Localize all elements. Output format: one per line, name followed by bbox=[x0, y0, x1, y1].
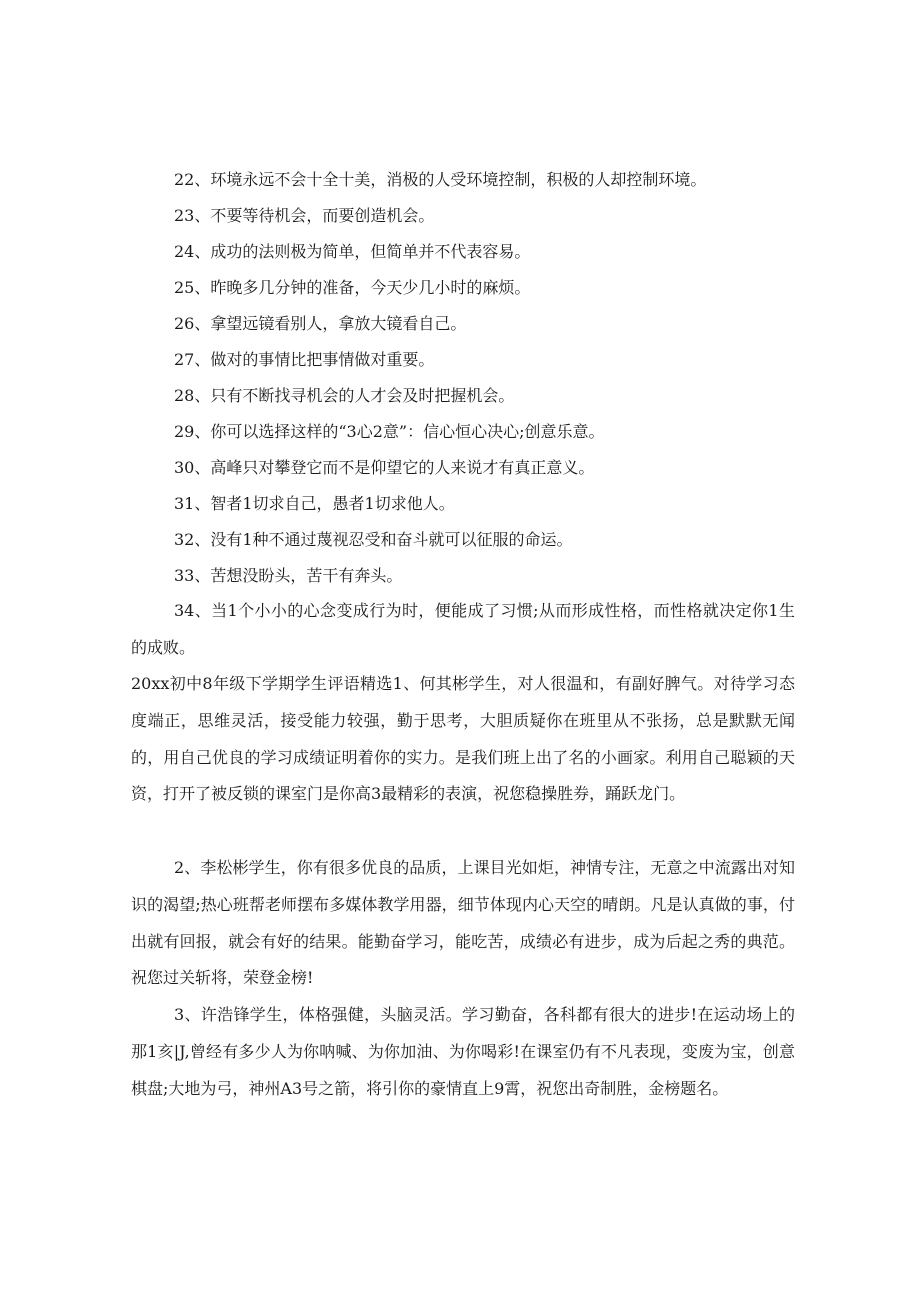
paragraph-evaluation-1: 20xx初中8年级下学期学生评语精选1、何其彬学生，对人很温和，有副好脾气。对待学习态度端正，思维灵活，接受能力较强，勤于思考，大胆质疑你在班里从不张扬，总是默默无闻的，用自己优良的学习成绩证明着你的实力。是我们班上出了名的小画家。利用自己聪颖的天资，打开了被反锁的课室门是你高3最精彩的表演，祝您稳操胜券，踊跃龙门。 bbox=[131, 674, 795, 804]
paragraph-evaluation-2: 2、李松彬学生，你有很多优良的品质，上课目光如炬，神情专注，无意之中流露出对知识的渴望;热心班帮老师摆布多媒体教学用器，细节体现内心天空的晴朗。凡是认真做的事，付出就有回报，就会有好的结果。能勤奋学习，能吃苦，成绩必有进步，成为后起之秀的典范。祝您过关斩将，荣登金榜! bbox=[131, 858, 795, 988]
quote-item: 23、不要等待机会，而要创造机会。 bbox=[174, 206, 435, 225]
quote-item: 32、没有1种不通过蔑视忍受和奋斗就可以征服的命运。 bbox=[174, 530, 573, 549]
paragraph-evaluation-3: 3、许浩锋学生，体格强健，头脑灵活。学习勤奋，各科都有很大的进步!在运动场上的那1亥|J,曾经有多少人为你呐喊、为你加油、为你喝彩!在课室仍有不凡表现，变废为宝，创意棋盘;大地为弓，神州A3号之箭，将引你的豪情直上9霄，祝您出奇制胜，金榜题名。 bbox=[131, 1005, 795, 1098]
quote-item: 28、只有不断找寻机会的人才会及时把握机会。 bbox=[174, 386, 515, 405]
quote-item: 30、高峰只对攀登它而不是仰望它的人来说才有真正意义。 bbox=[174, 458, 595, 477]
quote-item: 24、成功的法则极为简单，但简单并不代表容易。 bbox=[174, 242, 531, 261]
quote-item: 22、环境永远不会十全十美，消极的人受环境控制，积极的人却控制环境。 bbox=[174, 170, 707, 189]
paragraph-quote-34: 34、当1个小小的心念变成行为时，便能成了习惯;从而形成性格，而性格就决定你1生的成败。 bbox=[131, 601, 795, 657]
quote-item: 27、做对的事情比把事情做对重要。 bbox=[174, 350, 435, 369]
quote-item: 33、苦想没盼头，苦干有奔头。 bbox=[174, 566, 403, 585]
quote-item: 26、拿望远镜看别人，拿放大镜看自己。 bbox=[174, 314, 467, 333]
quote-item: 25、昨晚多几分钟的准备，今天少几小时的麻烦。 bbox=[174, 278, 531, 297]
quote-item: 29、你可以选择这样的“3心2意”：信心恒心决心;创意乐意。 bbox=[174, 422, 605, 441]
quote-item: 31、智者1切求自己，愚者1切求他人。 bbox=[174, 494, 455, 513]
